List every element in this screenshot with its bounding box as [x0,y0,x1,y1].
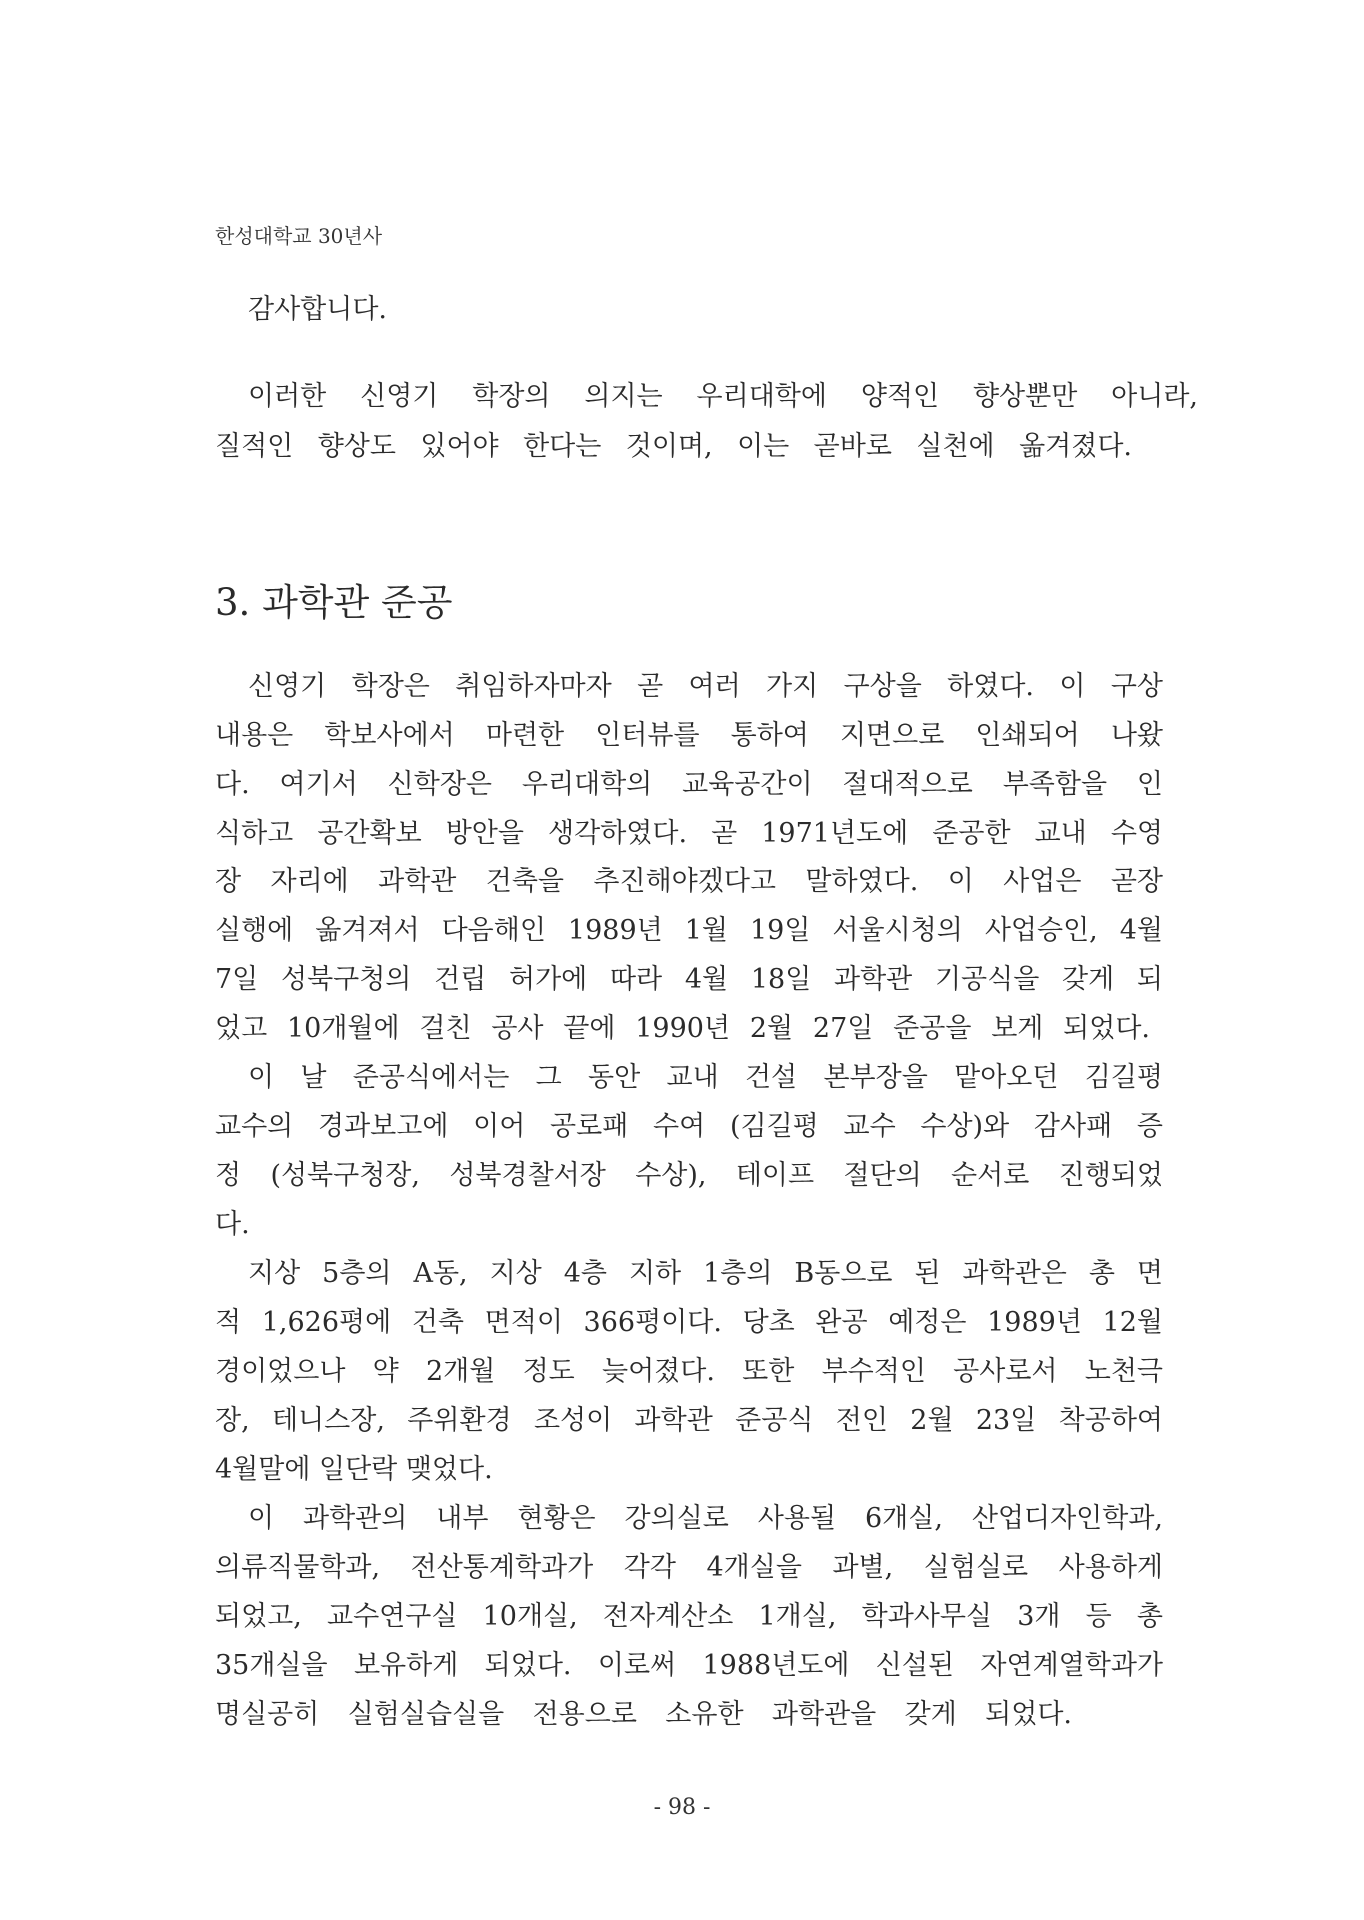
intro-paragraph-line: 이러한 신영기 학장의 의지는 우리대학에 양적인 향상뿐만 아니라, [248,381,1198,412]
body-line: 4월말에 일단락 맺었다. [215,1454,493,1485]
section-title: 3. 과학관 준공 [215,581,453,624]
body-line: 적 1,626평에 건축 면적이 366평이다. 당초 완공 예정은 1989년 12월 [215,1307,1163,1338]
closing-line: 감사합니다. [248,294,387,325]
body-line: 장 자리에 과학관 건축을 추진해야겠다고 말하였다. 이 사업은 곧장 [215,866,1163,897]
body-line: 지상 5층의 A동, 지상 4층 지하 1층의 B동으로 된 과학관은 총 면 [248,1258,1163,1289]
body-line: 명실공히 실험실습실을 전용으로 소유한 과학관을 갖게 되었다. [215,1699,1072,1730]
body-line: 7일 성북구청의 건립 허가에 따라 4월 18일 과학관 기공식을 갖게 되 [215,964,1163,995]
running-header: 한성대학교 30년사 [215,224,383,248]
body-line: 장, 테니스장, 주위환경 조성이 과학관 준공식 전인 2월 23일 착공하여 [215,1405,1163,1436]
body-line: 이 날 준공식에서는 그 동안 교내 건설 본부장을 맡아오던 김길평 [248,1062,1163,1093]
body-line: 의류직물학과, 전산통계학과가 각각 4개실을 과별, 실험실로 사용하게 [215,1552,1163,1583]
page-number: - 98 - [653,1795,711,1820]
body-line: 다. [215,1209,250,1240]
body-line: 정 (성북구청장, 성북경찰서장 수상), 테이프 절단의 순서로 진행되었 [215,1160,1163,1191]
body-line: 경이었으나 약 2개월 정도 늦어졌다. 또한 부수적인 공사로서 노천극 [215,1356,1163,1387]
body-line: 되었고, 교수연구실 10개실, 전자계산소 1개실, 학과사무실 3개 등 총 [215,1601,1163,1632]
body-line: 내용은 학보사에서 마련한 인터뷰를 통하여 지면으로 인쇄되어 나왔 [215,720,1163,751]
body-line: 실행에 옮겨져서 다음해인 1989년 1월 19일 서울시청의 사업승인, 4월 [215,915,1163,946]
body-line: 다. 여기서 신학장은 우리대학의 교육공간이 절대적으로 부족함을 인 [215,769,1163,800]
body-line: 식하고 공간확보 방안을 생각하였다. 곧 1971년도에 준공한 교내 수영 [215,818,1163,849]
intro-paragraph-line: 질적인 향상도 있어야 한다는 것이며, 이는 곧바로 실천에 옮겨졌다. [215,431,1132,462]
body-line: 교수의 경과보고에 이어 공로패 수여 (김길평 교수 수상)와 감사패 증 [215,1111,1163,1142]
body-line: 었고 10개월에 걸친 공사 끝에 1990년 2월 27일 준공을 보게 되었다. [215,1013,1150,1044]
body-line: 이 과학관의 내부 현황은 강의실로 사용될 6개실, 산업디자인학과, [248,1503,1163,1534]
body-line: 35개실을 보유하게 되었다. 이로써 1988년도에 신설된 자연계열학과가 [215,1650,1163,1681]
body-line: 신영기 학장은 취임하자마자 곧 여러 가지 구상을 하였다. 이 구상 [248,671,1163,702]
